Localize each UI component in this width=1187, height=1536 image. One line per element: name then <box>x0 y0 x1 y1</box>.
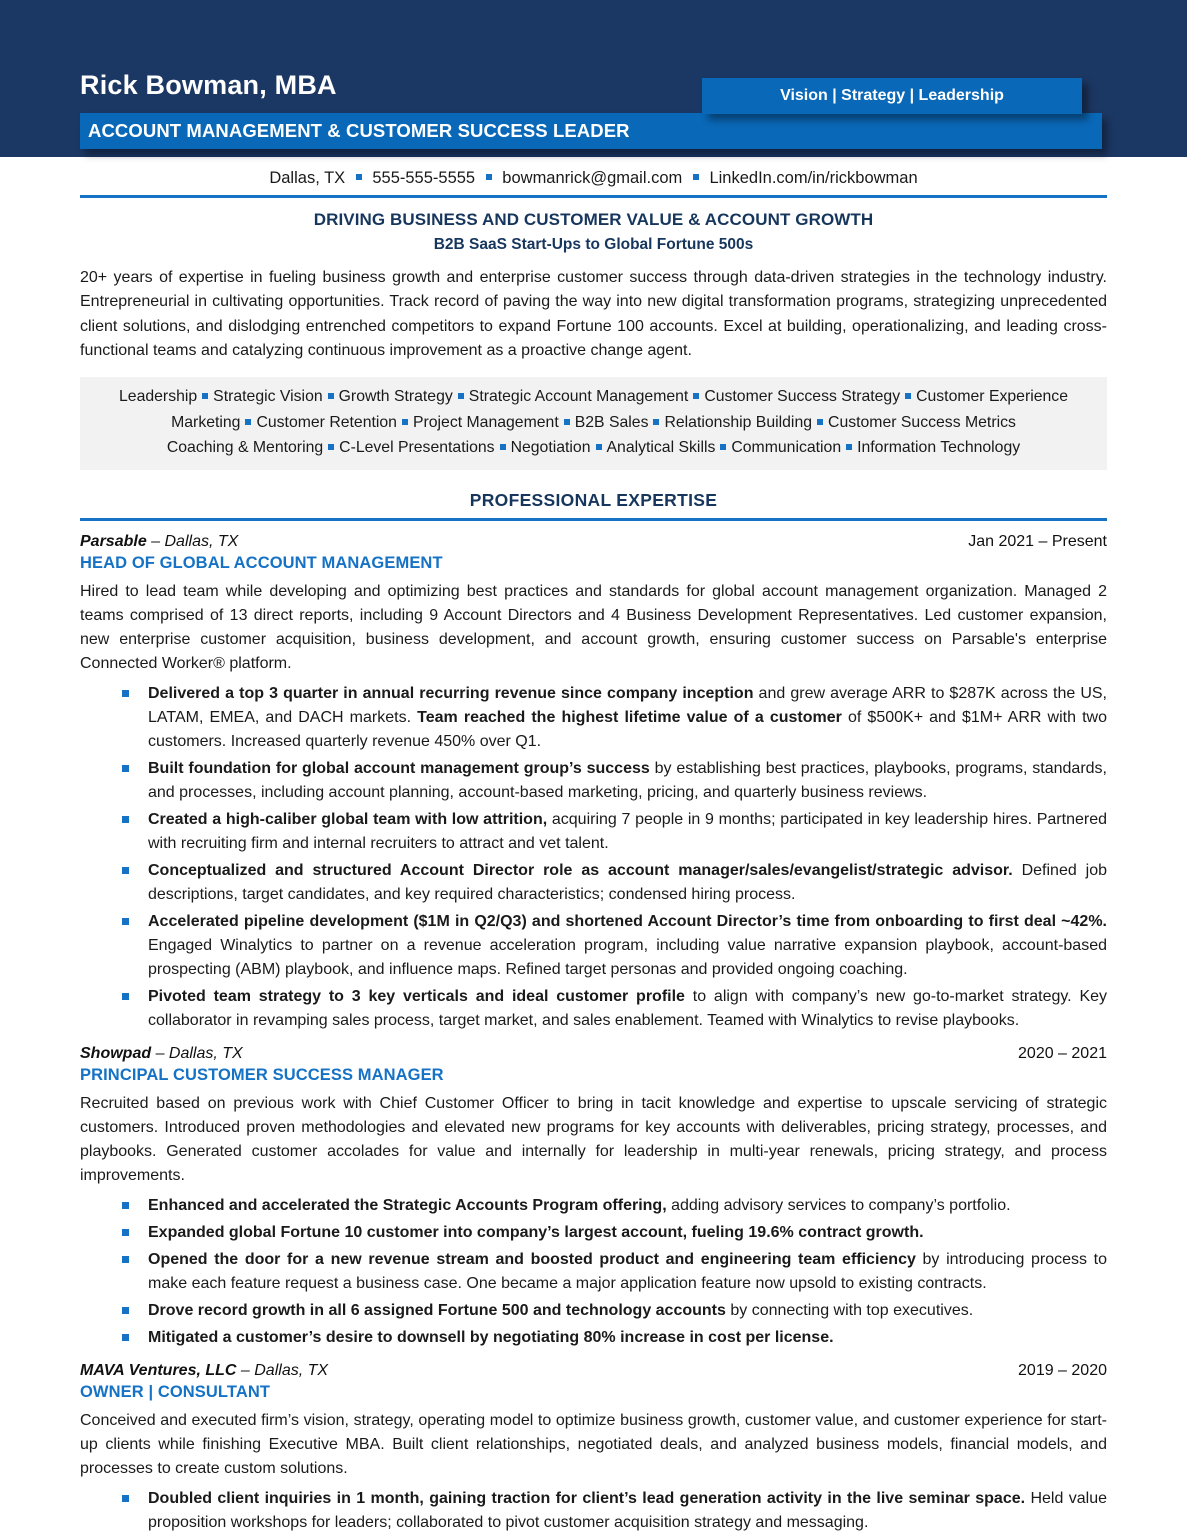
job-title: HEAD OF GLOBAL ACCOUNT MANAGEMENT <box>80 553 443 572</box>
achievement-bullet <box>80 757 1107 805</box>
separator-square-icon <box>328 393 334 399</box>
job-dates: 2020 – 2021 <box>1018 1044 1107 1062</box>
job-achievements-list <box>80 1194 1107 1350</box>
job-header-row <box>80 1045 1107 1063</box>
jobs-container <box>80 533 1107 1535</box>
skill-item: Strategic Account Management <box>468 388 689 406</box>
skill-item: C-Level Presentations <box>339 439 495 457</box>
contact-phone: 555-555-5555 <box>372 169 476 187</box>
job-entry <box>80 533 1107 1033</box>
job-achievements-list <box>80 1487 1107 1535</box>
separator-square-icon <box>846 444 852 450</box>
job-title <box>80 1383 1107 1402</box>
separator-square-icon <box>693 393 699 399</box>
job-title: PRINCIPAL CUSTOMER SUCCESS MANAGER <box>80 1065 444 1084</box>
job-achievements-list <box>80 682 1107 1033</box>
skill-item: Negotiation <box>510 439 591 457</box>
achievement-highlight: Opened the door for a new revenue stream and boosted product and engineering team efficiency <box>148 1250 916 1268</box>
skill-item: Customer Experience <box>916 388 1068 406</box>
contact-linkedin[interactable]: LinkedIn.com/in/rickbowman <box>709 169 918 187</box>
professional-title-bar <box>80 113 1102 149</box>
job-header-row <box>80 533 1107 551</box>
achievement-text: adding advisory services to company’s portfolio. <box>666 1196 1011 1214</box>
separator-square-icon <box>328 444 334 450</box>
achievement-text: to align with company’s new go-to-market strategy. Key collaborator in revamping sales process, target market, and sales enablement. Teamed with Winalytics to revise playbooks. <box>148 987 1108 1029</box>
achievement-highlight: Team reached the highest lifetime value of a customer <box>417 708 842 726</box>
professional-title-text: ACCOUNT MANAGEMENT & CUSTOMER SUCCESS LEADER <box>88 120 630 141</box>
achievement-bullet <box>80 910 1107 982</box>
job-company: Parsable <box>80 532 152 550</box>
job-company: Showpad <box>80 1044 156 1062</box>
skills-row-1 <box>94 384 1093 410</box>
divider-under-section-title <box>80 518 1107 521</box>
separator-square-icon <box>564 419 570 425</box>
skill-item: Project Management <box>412 413 559 431</box>
contact-line <box>80 157 1107 195</box>
achievement-text: Engaged Winalytics to partner on a revenue acceleration program, including value narrative expansion playbook, account-based prospecting (ABM) playbook, and influence maps. Refined target personas and provided ongoing coaching. <box>148 936 1107 978</box>
separator-square-icon <box>402 419 408 425</box>
skill-item: Marketing <box>171 413 241 431</box>
skill-item: Customer Retention <box>256 413 397 431</box>
core-skills-box <box>80 377 1107 470</box>
achievement-bullet <box>80 985 1107 1033</box>
achievement-bullet <box>80 1326 1107 1350</box>
achievement-highlight: Mitigated a customer’s desire to downsell by negotiating 80% increase in cost per license. <box>148 1328 834 1346</box>
job-location: – Dallas, TX <box>155 1044 243 1062</box>
achievement-text: by establishing best practices, playbooks, programs, standards, and processes, including account planning, account-based marketing, pricing, and quarterly business reviews. <box>148 759 1108 801</box>
skills-row-2 <box>94 410 1093 436</box>
headline-primary: DRIVING BUSINESS AND CUSTOMER VALUE & ACCOUNT GROWTH <box>313 210 874 229</box>
separator-square-icon <box>245 419 251 425</box>
job-entry <box>80 1045 1107 1350</box>
achievement-highlight: Doubled client inquiries in 1 month, gaining traction for client’s lead generation activity in the live seminar space. <box>148 1489 1026 1507</box>
job-header-row <box>80 1362 1107 1380</box>
achievement-text: Held value proposition workshops for leaders; collaborated to pivot customer acquisition strategy and messaging. <box>148 1489 1108 1531</box>
job-description: Hired to lead team while developing and optimizing best practices and standards for global account management organization. Managed 2 teams comprised of 13 direct reports, including 9 Account Directors and 4 Business Development Representatives. Led customer expansion, new enterprise customer acquisition, business development, and account growth, ensuring customer success on Parsable's enterprise Connected Worker® platform. <box>80 582 1107 672</box>
achievement-bullet <box>80 1194 1107 1218</box>
job-location: – Dallas, TX <box>240 1361 329 1379</box>
skill-item: Analytical Skills <box>606 439 716 457</box>
separator-square-icon <box>202 393 208 399</box>
headline-secondary: B2B SaaS Start-Ups to Global Fortune 500s <box>433 236 754 253</box>
job-dates: Jan 2021 – Present <box>968 532 1107 550</box>
job-company-location <box>80 533 238 551</box>
resume-header-band <box>0 0 1187 157</box>
contact-email[interactable]: bowmanrick@gmail.com <box>502 169 683 187</box>
skill-item: Communication <box>731 439 842 457</box>
job-company: MAVA Ventures, LLC <box>80 1361 241 1379</box>
skill-item: Coaching & Mentoring <box>166 439 324 457</box>
tagline-badge: Vision | Strategy | Leadership <box>702 78 1082 114</box>
section-title-professional-expertise: PROFESSIONAL EXPERTISE <box>469 489 718 510</box>
skill-item: Customer Success Metrics <box>828 413 1016 431</box>
job-title-part-1: OWNER <box>80 1382 149 1401</box>
separator-square-icon <box>596 444 602 450</box>
achievement-bullet <box>80 1248 1107 1296</box>
skill-item: Leadership <box>119 388 198 406</box>
separator-square-icon <box>458 393 464 399</box>
skill-item: B2B Sales <box>574 413 649 431</box>
job-description: Recruited based on previous work with Chief Customer Officer to bring in tacit knowledge and expertise to upscale servicing of strategic customers. Introduced proven methodologies and elevated new programs for key accounts with deliverables, pricing strategy, processes, and playbooks. Generated customer accolades for value and internally for leadership in multi-year renewals, pricing strategy, and process improvements. <box>80 1094 1107 1184</box>
achievement-bullet <box>80 682 1107 754</box>
skills-row-3 <box>94 435 1093 461</box>
separator-square-icon <box>720 444 726 450</box>
achievement-bullet <box>80 859 1107 907</box>
achievement-text: acquiring 7 people in 9 months; participated in key leadership hires. Partnered with recruiting firm and internal recruiters to attract and vet talent. <box>148 810 1107 852</box>
job-title-separator: | <box>148 1382 154 1401</box>
achievement-highlight: Expanded global Fortune 10 customer into company’s largest account, fueling 19.6% contract growth. <box>148 1223 924 1241</box>
achievement-highlight: Drove record growth in all 6 assigned Fortune 500 and technology accounts <box>148 1301 726 1319</box>
skill-item: Growth Strategy <box>338 388 453 406</box>
separator-square-icon <box>905 393 911 399</box>
job-company-location <box>80 1362 328 1380</box>
separator-square-icon <box>817 419 823 425</box>
achievement-bullet <box>80 1221 1107 1245</box>
job-dates: 2019 – 2020 <box>1018 1361 1107 1379</box>
separator-square-icon <box>356 174 362 180</box>
job-entry <box>80 1362 1107 1535</box>
job-company-location <box>80 1045 243 1063</box>
skill-item: Information Technology <box>857 439 1021 457</box>
achievement-highlight: Accelerated pipeline development ($1M in Q2/Q3) and shortened Account Director’s time from onboarding to first deal ~42%. <box>148 912 1107 930</box>
resume-body <box>0 157 1187 1535</box>
achievement-highlight: Enhanced and accelerated the Strategic Accounts Program offering, <box>148 1196 667 1214</box>
separator-square-icon <box>486 174 492 180</box>
job-title-part-2: CONSULTANT <box>153 1382 271 1401</box>
job-description: Conceived and executed firm’s vision, strategy, operating model to optimize business growth, customer value, and customer experience for start-up clients while finishing Executive MBA. Built client relationships, negotiated deals, and analyzed business models, financial models, and processes to create custom solutions. <box>80 1411 1107 1477</box>
achievement-text: by connecting with top executives. <box>725 1301 974 1319</box>
achievement-text: by introducing process to make each feature request a business case. One became a major application feature now upsold to existing contracts. <box>148 1250 1108 1292</box>
achievement-bullet <box>80 1487 1107 1535</box>
achievement-highlight: Built foundation for global account management group’s success <box>148 759 650 777</box>
separator-square-icon <box>653 419 659 425</box>
achievement-highlight: Pivoted team strategy to 3 key verticals and ideal customer profile <box>148 987 685 1005</box>
achievement-text: of $500K+ and $1M+ ARR with two customers. Increased quarterly revenue 450% over Q1. <box>148 708 1108 750</box>
achievement-bullet <box>80 1299 1107 1323</box>
job-location: – Dallas, TX <box>151 532 239 550</box>
achievement-highlight: Conceptualized and structured Account Director role as account manager/sales/evangelist/strategic advisor. <box>148 861 1013 879</box>
skill-item: Customer Success Strategy <box>704 388 901 406</box>
contact-location: Dallas, TX <box>269 169 346 187</box>
separator-square-icon <box>693 174 699 180</box>
professional-summary: 20+ years of expertise in fueling business growth and enterprise customer success through data-driven strategies in the technology industry. Entrepreneurial in cultivating opportunities. Track record of paving the way into new digital transformation programs, strategizing unprecedented client solutions, and dislodging entrenched competitors to expand Fortune 100 accounts. Excel at building, operationalizing, and leading cross-functional teams and catalyzing continuous improvement as a proactive change agent. <box>80 269 1107 359</box>
achievement-text: Defined job descriptions, target candidates, and key required characteristics; condensed hiring process. <box>148 861 1107 903</box>
headline-block <box>80 198 1107 254</box>
achievement-highlight: Created a high-caliber global team with low attrition, <box>148 810 548 828</box>
candidate-name: Rick Bowman, MBA <box>80 70 337 100</box>
separator-square-icon <box>500 444 506 450</box>
achievement-text: and grew average ARR to $287K across the US, LATAM, EMEA, and DACH markets. <box>148 684 1108 726</box>
skill-item: Strategic Vision <box>213 388 323 406</box>
skill-item: Relationship Building <box>664 413 813 431</box>
achievement-bullet <box>80 808 1107 856</box>
achievement-highlight: Delivered a top 3 quarter in annual recurring revenue since company inception <box>148 684 754 702</box>
